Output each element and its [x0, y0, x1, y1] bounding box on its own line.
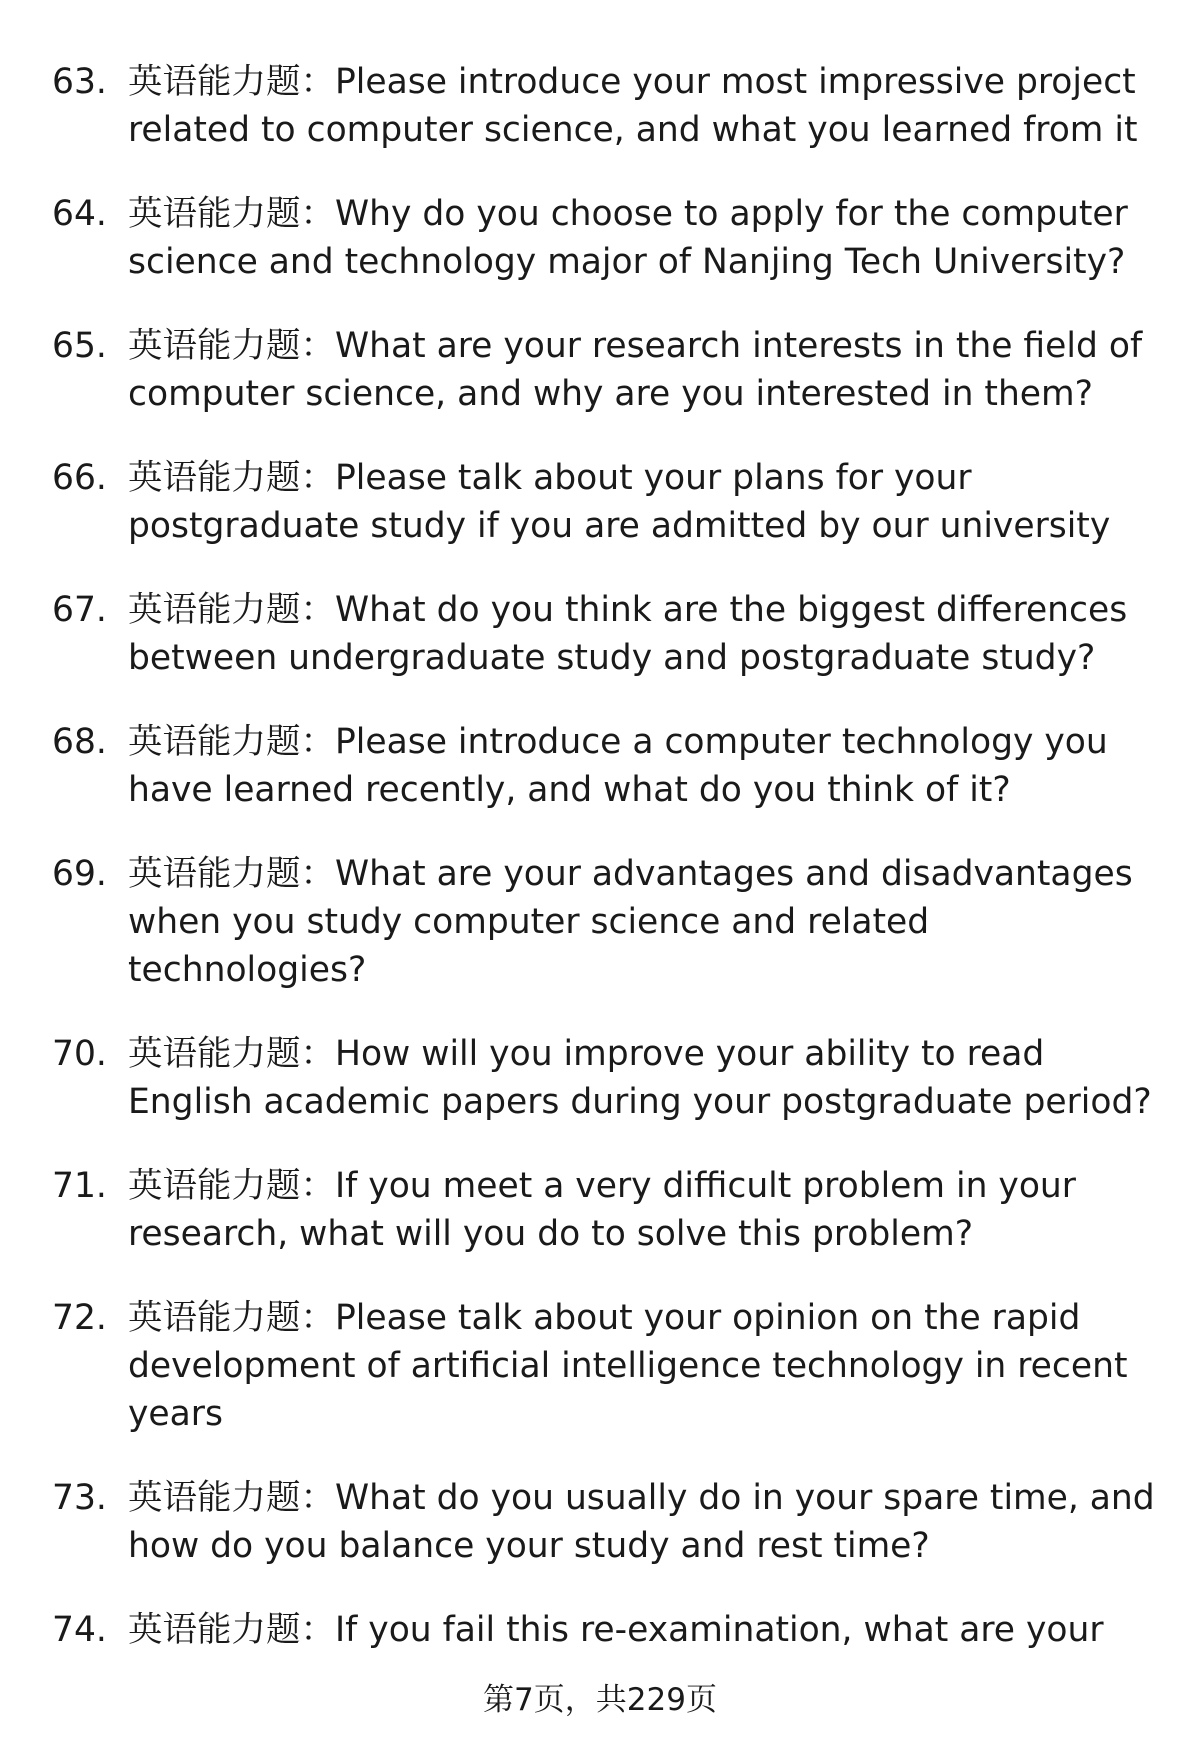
question-item: [0, 1474, 1200, 1570]
question-list: [0, 58, 1200, 1690]
question-category: 英语能力题：: [128, 1298, 335, 1338]
question-text: If you fail this re-examination, what are your: [335, 1610, 1104, 1650]
question-number: 72.: [52, 1298, 107, 1338]
question-category: 英语能力题：: [128, 62, 335, 102]
question-category: 英语能力题：: [128, 1166, 335, 1206]
question-item: [0, 586, 1200, 682]
question-number: 69.: [52, 854, 107, 894]
question-text: Why do you choose to apply for the computer science and technology major of Nanjing Tech University?: [128, 194, 1128, 282]
question-category: 英语能力题：: [128, 590, 335, 630]
question-text: Please introduce a computer technology you have learned recently, and what do you think of it?: [128, 722, 1108, 810]
question-text: Please talk about your plans for your postgraduate study if you are admitted by our university: [128, 458, 1111, 546]
question-text: What are your research interests in the field of computer science, and why are you interested in them?: [128, 326, 1143, 414]
question-number: 65.: [52, 326, 107, 366]
question-text: What are your advantages and disadvantages when you study computer science and related technologies?: [128, 854, 1133, 990]
question-number: 64.: [52, 194, 107, 234]
question-category: 英语能力题：: [128, 1610, 335, 1650]
question-category: 英语能力题：: [128, 458, 335, 498]
question-number: 68.: [52, 722, 107, 762]
question-category: 英语能力题：: [128, 1478, 335, 1518]
question-number: 71.: [52, 1166, 107, 1206]
page-footer: 第7页，共229页: [483, 1682, 717, 1718]
question-text: What do you usually do in your spare time, and how do you balance your study and rest time?: [128, 1478, 1155, 1566]
question-text: What do you think are the biggest differences between undergraduate study and postgraduate study?: [128, 590, 1128, 678]
question-category: 英语能力题：: [128, 194, 335, 234]
question-item: [0, 322, 1200, 418]
question-item: [0, 190, 1200, 286]
question-item: [0, 718, 1200, 814]
question-item: [0, 454, 1200, 550]
question-item: [0, 58, 1200, 154]
question-item: [0, 1606, 1200, 1654]
question-number: 74.: [52, 1610, 107, 1650]
question-category: 英语能力题：: [128, 326, 335, 366]
question-category: 英语能力题：: [128, 722, 335, 762]
question-item: [0, 1030, 1200, 1126]
question-number: 70.: [52, 1034, 107, 1074]
question-number: 73.: [52, 1478, 107, 1518]
question-item: [0, 1294, 1200, 1438]
question-number: 63.: [52, 62, 107, 102]
question-text: How will you improve your ability to read English academic papers during your postgraduate period?: [128, 1034, 1152, 1122]
question-number: 67.: [52, 590, 107, 630]
question-text: If you meet a very difficult problem in your research, what will you do to solve this problem?: [128, 1166, 1076, 1254]
question-text: Please introduce your most impressive project related to computer science, and what you learned from it: [128, 62, 1138, 150]
question-category: 英语能力题：: [128, 854, 335, 894]
question-item: [0, 850, 1200, 994]
question-category: 英语能力题：: [128, 1034, 335, 1074]
question-number: 66.: [52, 458, 107, 498]
question-text: Please talk about your opinion on the rapid development of artificial intelligence technology in recent years: [128, 1298, 1128, 1434]
question-item: [0, 1162, 1200, 1258]
